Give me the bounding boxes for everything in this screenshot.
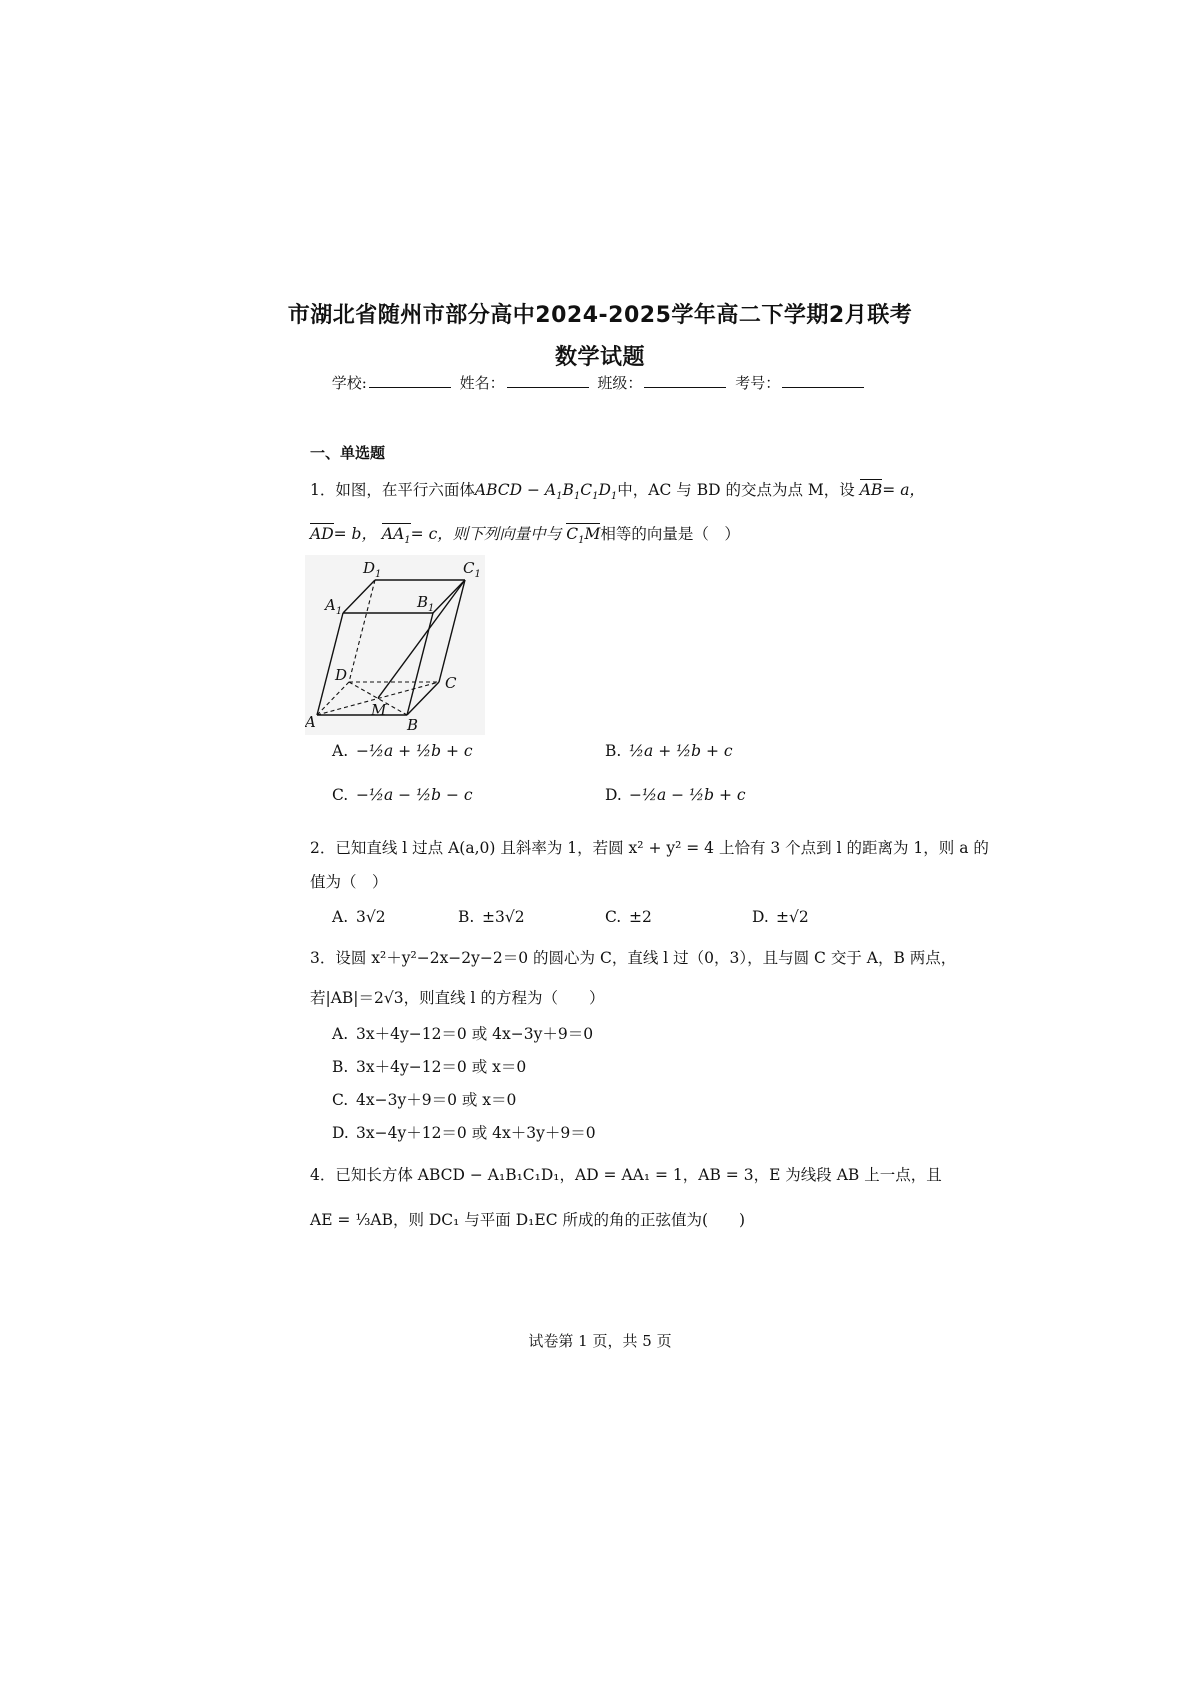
q3-line-1: 3．设圆 x²＋y²−2x−2y−2＝0 的圆心为 C，直线 l 过（0，3），且与圆 C 交于 A，B 两点， bbox=[310, 949, 957, 967]
q1-option-d-text: −½a − ½b + c bbox=[629, 786, 746, 804]
q3-option-b[interactable] bbox=[332, 1055, 526, 1077]
q1-option-a-label: A. bbox=[332, 742, 349, 760]
page-footer: 试卷第 1 页，共 5 页 bbox=[528, 1332, 672, 1350]
q3-option-a-text: 3x＋4y−12＝0 或 4x−3y＋9＝0 bbox=[356, 1025, 594, 1043]
q3-option-d-label: D. bbox=[332, 1124, 349, 1142]
q1-a-def: = a， bbox=[882, 481, 925, 499]
label-a1: $A_1$ bbox=[325, 596, 343, 617]
q3-line-2: 若|AB|＝2√3，则直线 l 的方程为（ ） bbox=[310, 989, 605, 1007]
q3-option-d-text: 3x−4y＋12＝0 或 4x＋3y＋9＝0 bbox=[356, 1124, 596, 1142]
school-label: 学校: bbox=[331, 374, 367, 392]
parallelepiped-figure bbox=[305, 555, 485, 735]
vector-aa1: $AA_1$ bbox=[381, 525, 411, 547]
class-label: 班级： bbox=[597, 374, 643, 392]
q1-option-c-label: C. bbox=[332, 786, 349, 804]
q2-option-a-text: 3√2 bbox=[356, 908, 386, 926]
q3-option-c-text: 4x−3y＋9＝0 或 x＝0 bbox=[356, 1091, 517, 1109]
q2-option-d-text: ±√2 bbox=[776, 908, 809, 926]
q1-solid-name: ABCD − A bbox=[474, 481, 557, 499]
q4-line-2: AE = ⅓AB，则 DC₁ 与平面 D₁EC 所成的角的正弦值为( ) bbox=[310, 1211, 746, 1229]
q1-option-b-label: B. bbox=[605, 742, 622, 760]
q1-option-d-label: D. bbox=[605, 786, 622, 804]
label-c1: $C_1$ bbox=[463, 559, 481, 580]
number-label: 考号： bbox=[735, 374, 781, 392]
title-line-1: 市湖北省随州市部分高中2024-2025学年高二下学期2月联考 bbox=[287, 303, 913, 328]
q1-option-c[interactable] bbox=[332, 786, 473, 804]
student-info-row bbox=[0, 372, 1200, 393]
q2-line-2: 值为（ ） bbox=[310, 873, 388, 891]
q1-option-b-text: ½a + ½b + c bbox=[629, 742, 733, 760]
q1-option-b[interactable] bbox=[605, 742, 733, 760]
q3-option-b-label: B. bbox=[332, 1058, 349, 1076]
name-label: 姓名： bbox=[459, 374, 505, 392]
q2-option-b-label: B. bbox=[458, 908, 475, 926]
section-heading: 一、单选题 bbox=[310, 444, 386, 462]
q3-option-c-label: C. bbox=[332, 1091, 349, 1109]
q2-option-c-text: ±2 bbox=[629, 908, 652, 926]
q2-line-1: 2．已知直线 l 过点 A(a,0) 且斜率为 1，若圆 x² + y² = 4 上恰有 3 个点到 l 的距离为 1，则 a 的 bbox=[310, 839, 989, 857]
q1-line-1 bbox=[310, 478, 925, 502]
q3-option-c[interactable] bbox=[332, 1088, 516, 1110]
q2-option-b-text: ±3√2 bbox=[482, 908, 525, 926]
q1-option-a[interactable] bbox=[332, 742, 473, 760]
q1-option-a-text: −½a + ½b + c bbox=[356, 742, 473, 760]
vector-ad: AD bbox=[310, 525, 334, 543]
q1-option-c-text: −½a − ½b − c bbox=[356, 786, 473, 804]
label-c: C bbox=[445, 674, 457, 692]
q1-text-a: 1．如图，在平行六面体 bbox=[310, 481, 475, 499]
q1-option-d[interactable] bbox=[605, 786, 746, 804]
label-m: M bbox=[371, 701, 387, 719]
q4-line-1: 4．已知长方体 ABCD − A₁B₁C₁D₁，AD = AA₁ = 1，AB = 3，E 为线段 AB 上一点，且 bbox=[310, 1166, 942, 1184]
q1-text-end: 相等的向量是（ ） bbox=[600, 525, 740, 543]
q2-option-d[interactable] bbox=[752, 908, 809, 926]
q2-option-a-label: A. bbox=[332, 908, 349, 926]
q2-option-b[interactable] bbox=[458, 908, 525, 926]
class-blank[interactable] bbox=[644, 373, 726, 388]
q1-c-def: = c，则下列向量中与 bbox=[410, 525, 562, 543]
label-a: A bbox=[305, 713, 316, 731]
q3-option-a-label: A. bbox=[332, 1025, 349, 1043]
label-b: B bbox=[407, 716, 419, 734]
q1-line-2 bbox=[310, 522, 740, 546]
q1-b-def: = b， bbox=[333, 525, 377, 543]
number-blank[interactable] bbox=[782, 373, 864, 388]
vector-c1m: $C_1M$ bbox=[566, 525, 601, 547]
q1-text-c: AC 与 BD 的交点为点 M，设 bbox=[648, 481, 855, 499]
vector-aa1-text: AA bbox=[381, 525, 405, 543]
label-d1: $D_1$ bbox=[363, 559, 382, 580]
vector-ab: AB bbox=[859, 481, 883, 499]
q1-solid: ABCD − $A_1B_1C_1D_1$ bbox=[474, 481, 618, 503]
school-blank[interactable] bbox=[369, 373, 451, 388]
q2-option-c-label: C. bbox=[605, 908, 622, 926]
q2-option-a[interactable] bbox=[332, 908, 386, 926]
label-d: D bbox=[335, 666, 348, 684]
q3-option-b-text: 3x＋4y−12＝0 或 x＝0 bbox=[356, 1058, 527, 1076]
name-blank[interactable] bbox=[507, 373, 589, 388]
q3-option-a[interactable] bbox=[332, 1022, 593, 1044]
label-b1: $B_1$ bbox=[417, 593, 435, 614]
q1-text-b: 中， bbox=[617, 481, 649, 499]
q2-option-d-label: D. bbox=[752, 908, 769, 926]
q3-option-d[interactable] bbox=[332, 1121, 596, 1143]
q2-option-c[interactable] bbox=[605, 908, 652, 926]
title-line-2: 数学试题 bbox=[554, 345, 645, 370]
vector-c1m-text: C bbox=[566, 525, 579, 543]
